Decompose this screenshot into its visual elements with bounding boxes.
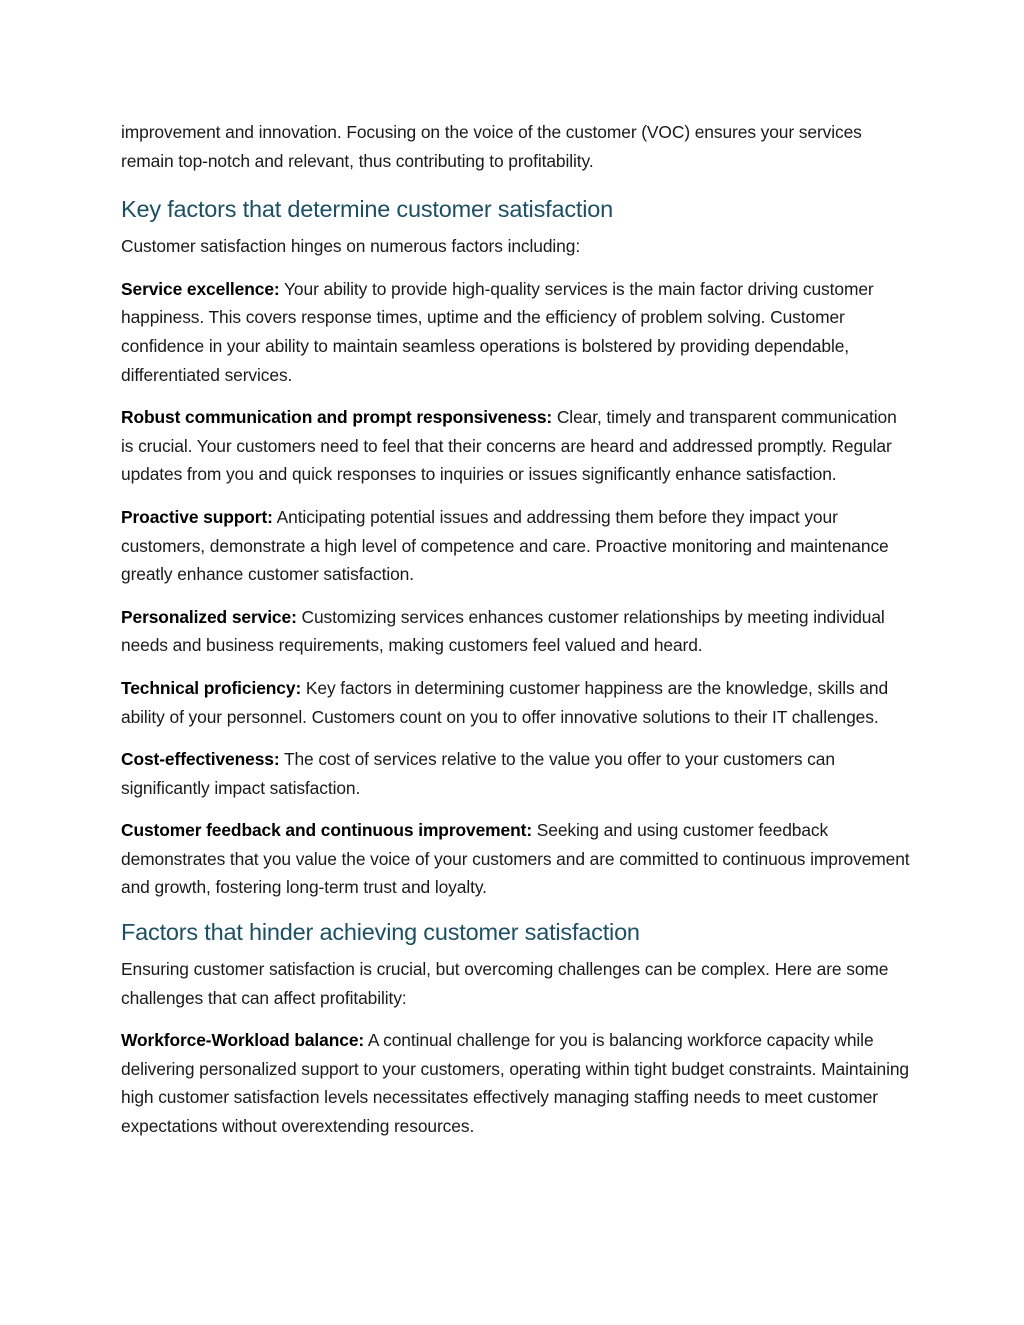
challenge-paragraph-workforce-balance: [121, 1026, 911, 1140]
factor-paragraph-cost-effectiveness: [121, 745, 911, 802]
section-lead-paragraph: Ensuring customer satisfaction is crucial, but overcoming challenges can be complex. Here are some challenges that can affect profitability:: [121, 959, 889, 1008]
challenge-text: A continual challenge for you is balancing workforce capacity while delivering personalized support to your customers, operating within tight budget constraints. Maintaining high customer satisfaction levels necessitates effectively managing staffing needs to meet customer expectations without overextending resources.: [121, 1030, 909, 1137]
section-heading-hinder-factors: Factors that hinder achieving customer satisfaction: [121, 919, 640, 946]
factor-paragraph-feedback: [121, 816, 911, 902]
factor-text: Seeking and using customer feedback demonstrates that you value the voice of your customers and are committed to continuous improvement and growth, fostering long-term trust and loyalty.: [121, 820, 910, 898]
factor-paragraph-communication: [121, 403, 911, 489]
section-heading-key-factors: Key factors that determine customer satisfaction: [121, 196, 613, 223]
intro-paragraph: improvement and innovation. Focusing on the voice of the customer (VOC) ensures your services remain top-notch and relevant, thus contributing to profitability.: [121, 122, 862, 171]
factor-text: Anticipating potential issues and addressing them before they impact your customers, demonstrate a high level of competence and care. Proactive monitoring and maintenance greatly enhance customer satisfaction.: [121, 506, 889, 585]
factor-text: The cost of services relative to the value you offer to your customers can significantly impact satisfaction.: [121, 749, 835, 798]
factor-term: Technical proficiency:: [121, 677, 302, 698]
factor-term: Proactive support:: [121, 506, 273, 527]
factor-text: Your ability to provide high-quality services is the main factor driving customer happiness. This covers response times, uptime and the efficiency of problem solving. Customer confidence in your ability to maintain seamless operations is bolstered by providing dependable, differentiated services.: [121, 278, 874, 385]
factor-term: Robust communication and prompt responsiveness:: [121, 407, 553, 428]
factor-text: Customizing services enhances customer relationships by meeting individual needs and business requirements, making customers feel valued and heard.: [121, 606, 885, 656]
factor-term: Cost-effectiveness:: [121, 749, 280, 770]
factor-paragraph-proactive-support: [121, 503, 911, 589]
factor-term: Service excellence:: [121, 278, 280, 299]
factor-term: Customer feedback and continuous improvement:: [121, 820, 533, 841]
section-lead-paragraph: Customer satisfaction hinges on numerous factors including:: [121, 236, 581, 257]
factor-term: Personalized service:: [121, 606, 297, 627]
challenge-term: Workforce-Workload balance:: [121, 1030, 365, 1051]
factor-text: Clear, timely and transparent communication is crucial. Your customers need to feel that their concerns are heard and addressed promptly. Regular updates from you and quick responses to inquiries or issues significantly enhance satisfaction.: [121, 407, 897, 485]
factor-paragraph-personalized-service: [121, 603, 911, 660]
factor-paragraph-technical-proficiency: [121, 674, 911, 731]
factor-paragraph-service-excellence: [121, 275, 911, 389]
factor-text: Key factors in determining customer happiness are the knowledge, skills and ability of your personnel. Customers count on you to offer innovative solutions to their IT challenges.: [121, 677, 889, 727]
document-page: [121, 118, 911, 1155]
